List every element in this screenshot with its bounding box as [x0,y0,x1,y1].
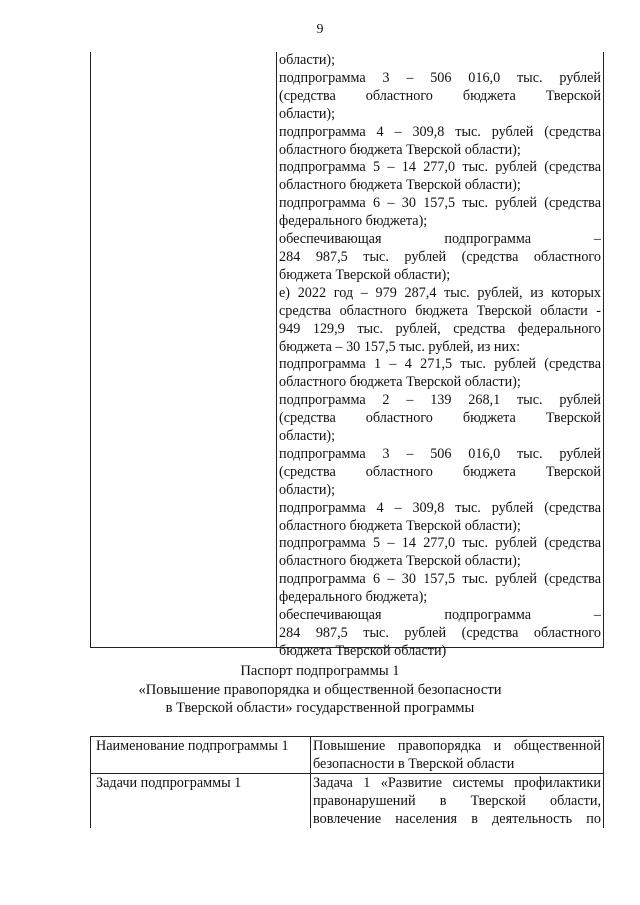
text-line: областного бюджета Тверской области); [279,553,521,570]
text-line: подпрограмма 5 – 14 277,0 тыс. рублей (средства [279,535,601,552]
text-line: подпрограмма 3 – 506 016,0 тыс. рублей [279,69,601,86]
subprogram-passport-table [90,736,604,828]
subprogram-name-label: Наименование подпрограммы 1 [96,738,289,754]
page-number: 9 [316,22,324,37]
text-line: областного бюджета Тверской области); [279,141,521,158]
text-line: подпрограмма 1 – 4 271,5 тыс. рублей (средства [279,356,601,373]
text-line: подпрограмма 2 – 139 268,1 тыс. рублей [279,392,601,409]
text-line: (средства областного бюджета Тверской [279,87,601,104]
text-line: (средства областного бюджета Тверской [279,410,601,427]
passport-title-line-2: «Повышение правопорядка и общественной безопасности [138,681,502,698]
text-line: бюджета Тверской области) [279,642,447,659]
text-line: бюджета Тверской области); [279,266,451,283]
text-line: областного бюджета Тверской области); [279,374,521,391]
text-line: (средства областного бюджета Тверской [279,463,601,480]
subprogram-tasks-label: Задачи подпрограммы 1 [96,775,242,791]
text-line: подпрограмма 6 – 30 157,5 тыс. рублей (средства [279,571,601,588]
text-line: областного бюджета Тверской области); [279,517,521,534]
text-line: правонарушений в Тверской области, [313,793,601,809]
text-line: подпрограмма 6 – 30 157,5 тыс. рублей (средства [279,195,601,212]
text-line: подпрограмма 5 – 14 277,0 тыс. рублей (средства [279,159,601,176]
text-line: вовлечение населения в деятельность по [313,811,601,827]
text-line: 284 987,5 тыс. рублей (средства областного [279,248,601,265]
text-line: области); [279,105,336,122]
text-line: 284 987,5 тыс. рублей (средства областного [279,625,601,641]
text-line: области); [279,428,336,445]
subprogram-name-value [313,737,601,773]
subprogram-tasks-value [313,774,601,828]
text-line: Повышение правопорядка и общественной [313,738,601,754]
text-line: федерального бюджета); [279,589,428,606]
text-line: областного бюджета Тверской области); [279,177,521,194]
table-column-divider [276,52,277,647]
passport-title-line-1: Паспорт подпрограммы 1 [240,663,400,679]
passport-title-line-3: в Тверской области» государственной программы [165,700,475,716]
text-line: средства областного бюджета Тверской области - [279,302,601,319]
text-line: федерального бюджета); [279,213,428,230]
financing-text-cell [279,52,601,661]
text-line: бюджета – 30 157,5 тыс. рублей, из них: [279,338,521,355]
text-line: обеспечивающая подпрограмма – [279,231,601,248]
financing-table [90,52,604,659]
passport-title [0,662,640,718]
text-line: области); [279,52,336,68]
text-line: области); [279,481,336,498]
text-line: е) 2022 год – 979 287,4 тыс. рублей, из которых [279,284,601,301]
text-line: подпрограмма 3 – 506 016,0 тыс. рублей [279,445,601,462]
table-column-divider [310,737,311,828]
text-line: обеспечивающая подпрограмма – [279,607,601,624]
text-line: Задача 1 «Развитие системы профилактики [313,775,601,791]
text-line: подпрограмма 4 – 309,8 тыс. рублей (средства [279,499,601,516]
text-line: подпрограмма 4 – 309,8 тыс. рублей (средства [279,123,601,140]
text-line: безопасности в Тверской области [313,756,515,772]
text-line: 949 129,9 тыс. рублей, средства федерального [279,320,601,337]
